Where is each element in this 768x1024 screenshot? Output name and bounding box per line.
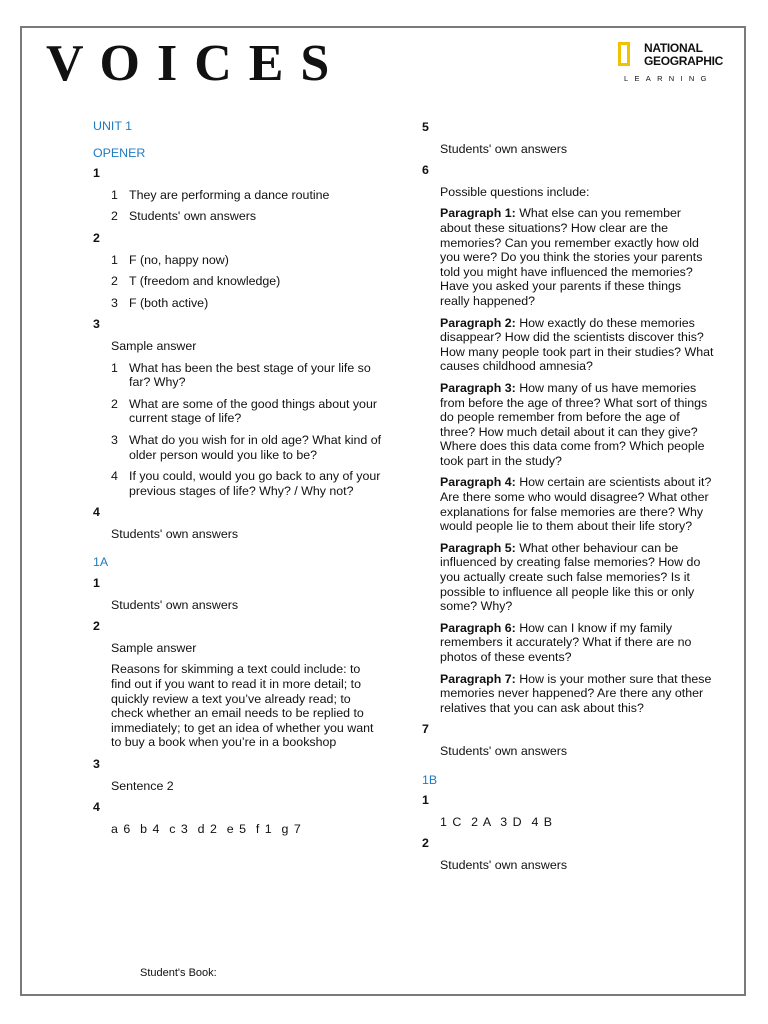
logo-name-line2: GEOGRAPHIC: [644, 54, 724, 68]
list-item: 2 What are some of the good things about your current stage of life?: [111, 396, 377, 426]
answer-intro: Possible questions include:: [440, 184, 590, 199]
footer-text: Student's Book:: [140, 967, 217, 979]
answer-text: Students' own answers: [111, 597, 239, 612]
question-number: 7: [422, 722, 429, 737]
list-item: 2 T (freedom and knowledge): [111, 274, 281, 289]
question-number: 2: [422, 836, 429, 851]
question-number: 2: [93, 230, 100, 245]
opener-heading: OPENER: [93, 145, 146, 160]
list-item: 1 What has been the best stage of your life so far? Why?: [111, 360, 371, 390]
answer-text: Reasons for skimming a text could include: to find out if you want to read it in more detail; to quickly review a text you’ve already read; to check whether an email needs to be replied to immediately; to get an idea of whether you want to buy a book when you’re in a bookshop: [111, 662, 374, 750]
logo-name-line1: NATIONAL: [644, 41, 703, 55]
question-number: 1: [93, 576, 100, 591]
left-column: [93, 115, 383, 843]
question-number: 5: [422, 120, 429, 134]
answer-text: Students' own answers: [440, 857, 568, 872]
question-number: 4: [93, 505, 100, 520]
question-number: 6: [422, 163, 429, 178]
section-heading-1b: 1B: [422, 772, 438, 787]
answer-text: Students' own answers: [111, 526, 239, 541]
paragraph-question: Paragraph 1: What else can you remember about these situations? How clear are the memories? Can you remember exactly how old you were? Do you think the stories your parents told you might have influenced the memories? Have you asked your parents if these things really happened?: [440, 206, 703, 308]
right-column: [422, 120, 714, 880]
list-item: 4 If you could, would you go back to any of your previous stages of life? Why? / Why not?: [111, 469, 381, 498]
paragraph-question: Paragraph 4: How certain are scientists about it? Are there some who would disagree? What other explanations for false memories are there? Why would people lie to them about their life story?: [440, 475, 712, 534]
list-item: 3 F (both active): [111, 295, 209, 310]
answer-intro: Sample answer: [111, 640, 197, 655]
answer-text: Sentence 2: [111, 778, 174, 793]
section-heading-1a: 1A: [93, 555, 109, 570]
voices-title: VOICES: [46, 35, 347, 92]
list-item: 1 F (no, happy now): [111, 252, 229, 267]
list-item: 2 Students' own answers: [111, 209, 257, 224]
yellow-border-icon: [618, 42, 630, 66]
question-number: 1: [93, 166, 100, 181]
paragraph-question: Paragraph 3: How many of us have memories from before the age of three? What sort of things do people remember from before the age of three? How much detail about it can they give? Where does this data come from? Which people took part in the study?: [440, 380, 708, 468]
question-number: 2: [93, 619, 100, 634]
paragraph-question: Paragraph 7: How is your mother sure that these memories never happened? Are there any other relatives that you can ask about this?: [440, 671, 712, 715]
answer-intro: Sample answer: [111, 338, 197, 353]
paragraph-question: Paragraph 6: How can I know if my family remembers it accurately? What if there are no photos of these events?: [440, 620, 692, 664]
answer-text: 1 C 2 A 3 D 4 B: [440, 814, 554, 829]
question-number: 1: [422, 793, 429, 808]
question-number: 4: [93, 800, 100, 815]
paragraph-question: Paragraph 2: How exactly do these memories disappear? How did the scientists discover this? How many people took part in their studies? What causes childhood amnesia?: [440, 315, 714, 374]
question-number: 3: [93, 757, 100, 771]
list-item: 1 They are performing a dance routine: [111, 187, 330, 202]
logo-subtitle: LEARNING: [624, 74, 713, 83]
answer-text: Students' own answers: [440, 743, 568, 758]
answer-text: Students' own answers: [440, 141, 568, 156]
paragraph-question: Paragraph 5: What other behaviour can be influenced by creating false memories? How do you actually create such false memories? Is it possible to influence all people like this or only some? Why?: [440, 540, 701, 614]
question-number: 3: [93, 317, 100, 332]
answer-text: a 6 b 4 c 3 d 2 e 5 f 1 g 7: [111, 821, 302, 836]
unit-heading: UNIT 1: [93, 119, 133, 133]
list-item: 3 What do you wish for in old age? What kind of older person would you like to be?: [111, 432, 382, 462]
